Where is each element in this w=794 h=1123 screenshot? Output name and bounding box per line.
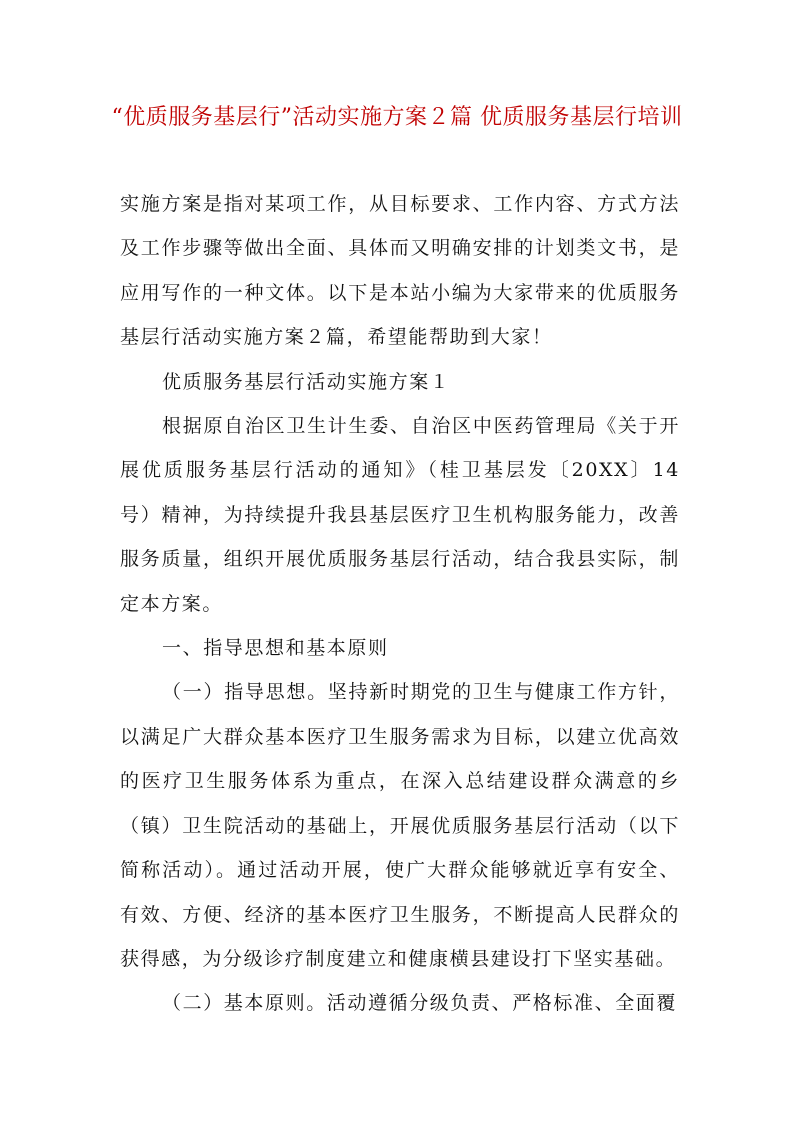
section-heading-guiding-principles: 一、指导思想和基本原则 [162,637,389,660]
document-body [120,182,680,1026]
document-title: “优质服务基层行”活动实施方案２篇 优质服务基层行培训 [111,105,683,130]
guiding-thought-paragraph: （一）指导思想。坚持新时期党的卫生与健康工作方针，以满足广大群众基本医疗卫生服务需求为目标，以建立优高效的医疗卫生服务体系为重点，在深入总结建设群众满意的乡（镇）卫生院活动的基础上，开展优质服务基层行活动（以下简称活动）。通过活动开展，使广大群众能够就近享有安全、有效、方便、经济的基本医疗卫生服务，不断提高人民群众的获得感，为分级诊疗制度建立和健康横县建设打下坚实基础。 [120,681,680,970]
basis-paragraph: 根据原自治区卫生计生委、自治区中医药管理局《关于开展优质服务基层行活动的通知》（桂卫基层发〔20XX〕14号）精神，为持续提升我县基层医疗卫生机构服务能力，改善服务质量，组织开展优质服务基层行活动，结合我县实际，制定本方案。 [120,415,680,615]
section-title-plan-1: 优质服务基层行活动实施方案１ [162,370,451,393]
intro-paragraph: 实施方案是指对某项工作，从目标要求、工作内容、方式方法及工作步骤等做出全面、具体而又明确安排的计划类文书，是应用写作的一种文体。以下是本站小编为大家带来的优质服务基层行活动实施方案２篇，希望能帮助到大家！ [120,193,680,349]
basic-principles-paragraph: （二）基本原则。活动遵循分级负责、严格标准、全面覆 [162,992,678,1015]
